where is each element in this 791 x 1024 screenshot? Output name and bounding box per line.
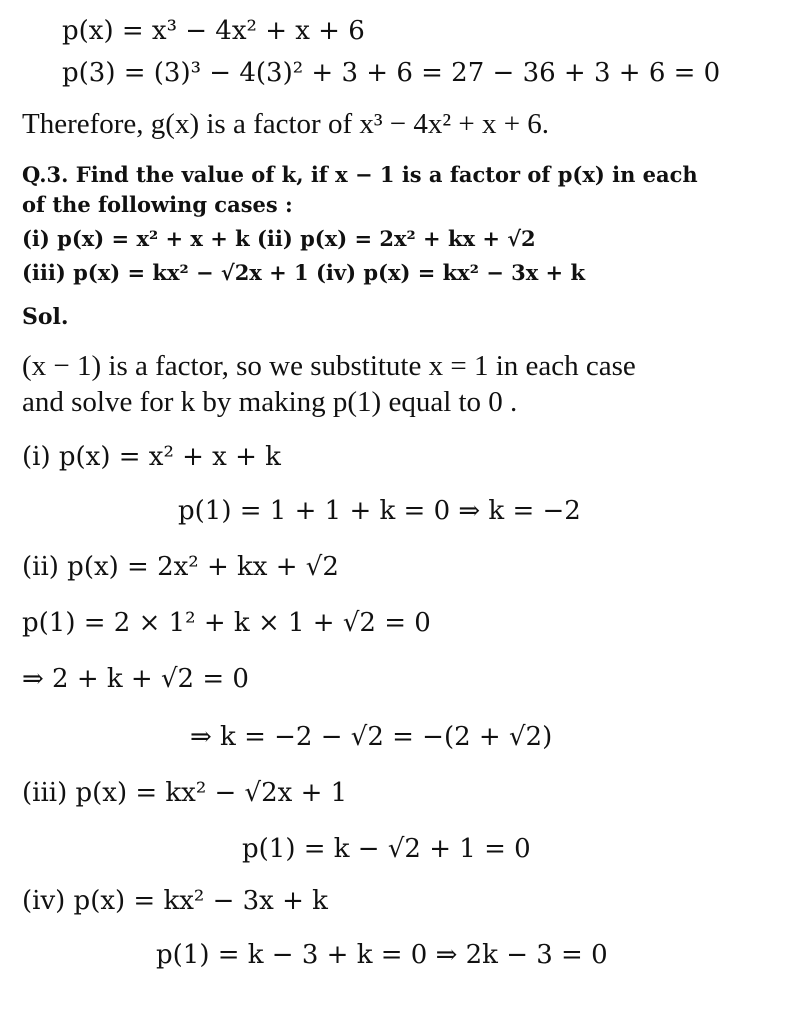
question-3-cases-1: (i) p(x) = x² + x + k (ii) p(x) = 2x² + kx + √2	[22, 226, 536, 251]
line-px-definition: p(x) = x³ − 4x² + x + 6	[62, 16, 365, 46]
line-p3-evaluation: p(3) = (3)³ − 4(3)² + 3 + 6 = 27 − 36 + 3 + 6 = 0	[62, 58, 721, 88]
case-ii-px: (ii) p(x) = 2x² + kx + √2	[22, 552, 339, 582]
case-ii-p1: p(1) = 2 × 1² + k × 1 + √2 = 0	[22, 608, 431, 638]
line-conclusion: Therefore, g(x) is a factor of x³ − 4x² + x + 6.	[22, 108, 550, 140]
question-3-line-2: of the following cases :	[22, 192, 293, 217]
case-iv-px: (iv) p(x) = kx² − 3x + k	[22, 886, 328, 916]
case-iii-px: (iii) p(x) = kx² − √2x + 1	[22, 778, 348, 808]
question-3-cases-2: (iii) p(x) = kx² − √2x + 1 (iv) p(x) = kx² − 3x + k	[22, 260, 586, 285]
solution-intro-2: and solve for k by making p(1) equal to 0 .	[22, 386, 518, 418]
case-ii-step: ⇒ 2 + k + √2 = 0	[22, 664, 249, 694]
case-iv-p1: p(1) = k − 3 + k = 0 ⇒ 2k − 3 = 0	[156, 940, 608, 970]
case-ii-result: ⇒ k = −2 − √2 = −(2 + √2)	[190, 722, 553, 752]
question-3-line-1: Q.3. Find the value of k, if x − 1 is a factor of p(x) in each	[22, 162, 698, 187]
case-i-p1: p(1) = 1 + 1 + k = 0 ⇒ k = −2	[178, 496, 581, 526]
case-i-px: (i) p(x) = x² + x + k	[22, 442, 281, 472]
case-iii-p1: p(1) = k − √2 + 1 = 0	[242, 834, 531, 864]
solution-intro-1: (x − 1) is a factor, so we substitute x = 1 in each case	[22, 350, 636, 382]
solution-heading: Sol.	[22, 304, 69, 330]
